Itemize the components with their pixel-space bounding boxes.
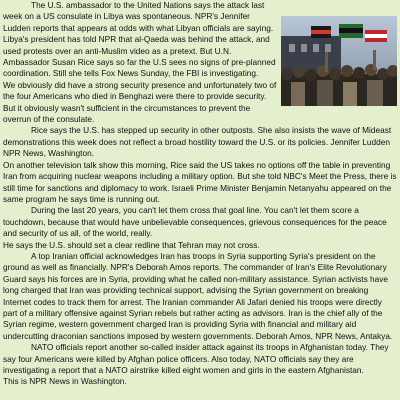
paragraph-7: A top Iranian official acknowledges Iran has troops in Syria supporting Syria's president on the ground as well as financially. NPR's Deborah Amos reports. The commander of Iran's Elite Revolutionary Guard says his forces are in Syria, providing what he called non-military assistance. Syrian activists have long charged that Iran was providing technical support, advising the Syrian government on breaking Internet codes to track them for arrest. The Iranian commander Ali Jafari denied his troops were directly part of a military offensive against Syrian rebels but rather acting as advisors. Iran is the chief ally of the Syrian regime, western government charged Iran is providing Syria with financial and military aid undercutting draconian sanctions imposed by western governments. Deborah Amos, NPR News, Antakya. [3, 250, 393, 341]
paragraph-2: We obviously did have a strong security presence and unfortunately two of the four Americans who died in Benghazi were there to provide security. But it obviously wasn't sufficient in the circumstances to prevent the overrun of the consulate. [3, 79, 277, 125]
paragraph-4: On another television talk show this morning, Rice said the US takes no options off the table in preventing Iran from acquiring nuclear weapons including a military option. But she told NBC's Meet the Press, there is still time for sanctions and diplomacy to work. Israeli Prime Minister Benjamin Netanyahu appeared on the same program he says time is running out. [3, 159, 397, 204]
article-container [3, 0, 397, 400]
paragraph-3: Rice says the U.S. has stepped up security in other outposts. She also insists the wave of Mideast demonstrations this week does not reflect a broad hostility toward the U.S. or its policies. Jennifer Ludden NPR News, Washington. [3, 125, 392, 159]
paragraph-5: During the last 20 years, you can't let them cross that goal line. You can't let them score a touchdown, because that would have unbelievable consequences, grievous consequences for the peace and security of us all, of the world, really. [3, 205, 387, 239]
paragraph-1: The U.S. ambassador to the United Nations says the attack last week on a US consulate in Libya was spontaneous. NPR's Jennifer Ludden reports that appears at odds with what Libyan officials are saying. Libya's president has told NPR that al-Qaeda was behind the attack, and used protests over an anti-Muslim video as a pretext. But U.N. Ambassador Susan Rice says so far the U.S sees no signs of pre-planned coordination. Still she tells Fox News Sunday, the FBI is investigating. [3, 0, 276, 79]
news-photo [281, 16, 397, 106]
paragraph-6: He says the U.S. should set a clear redline that Tehran may not cross. [3, 239, 260, 250]
paragraph-9: This is NPR News in Washington. [3, 376, 127, 387]
paragraph-8: NATO officials report another so-called insider attack against its troops in Afghanistan today. They say four Americans were killed by Afghan police officers. Also today, NATO officials say they are investigating a report that a NATO airstrike killed eight women and girls in the eastern Afghanistan. [3, 342, 389, 375]
news-photo-image [281, 16, 397, 106]
